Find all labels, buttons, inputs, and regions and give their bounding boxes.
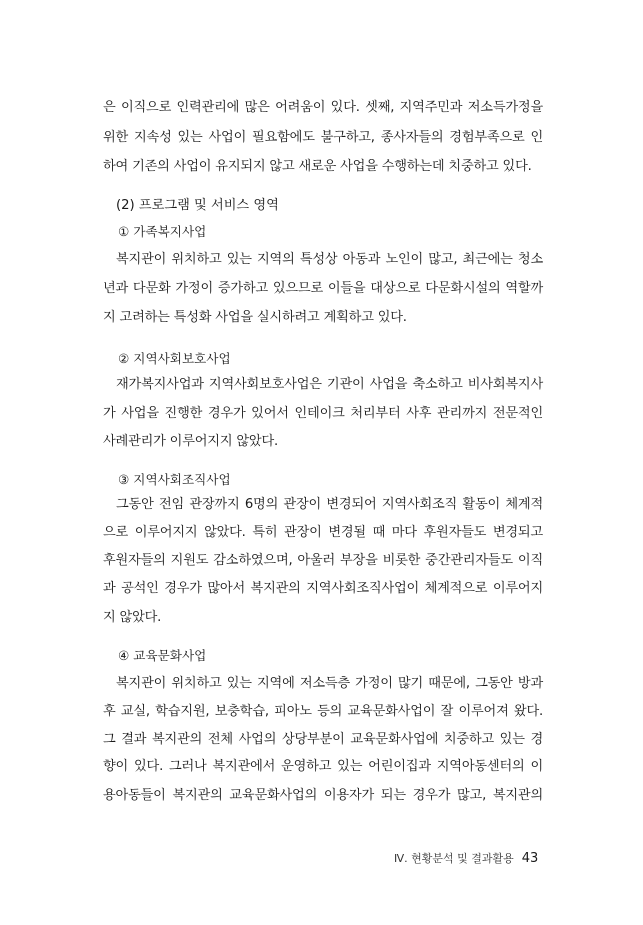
paragraph-line: 과 공석인 경우가 많아서 복지관의 지역사회조직사업이 체계적으로 이루어지 bbox=[103, 581, 543, 596]
running-title: Ⅳ. 현황분석 및 결과활용 bbox=[394, 852, 514, 865]
paragraph-line: 위한 지속성 있는 사업이 필요함에도 불구하고, 종사자들의 경험부족으로 인 bbox=[103, 130, 543, 145]
paragraph-line: 향이 있다. 그러나 복지관에서 운영하고 있는 어린이집과 지역아동센터의 이 bbox=[103, 759, 543, 774]
paragraph-line: 그 결과 복지관의 전체 사업의 상당부분이 교육문화사업에 치중하고 있는 경 bbox=[103, 732, 543, 747]
paragraph-line: 하여 기존의 사업이 유지되지 않고 새로운 사업을 수행하는데 치중하고 있다. bbox=[103, 159, 532, 174]
paragraph-line: 그동안 전임 관장까지 6명의 관장이 변경되어 지역사회조직 활동이 체계적 bbox=[116, 497, 543, 512]
subsection-title: ② 지역사회보호사업 bbox=[118, 351, 231, 366]
paragraph-line: 후원자들의 지원도 감소하였으며, 아울러 부장을 비롯한 중간관리자들도 이직 bbox=[103, 553, 543, 568]
subsection-title: ④ 교육문화사업 bbox=[118, 648, 207, 663]
paragraph-line: 복지관이 위치하고 있는 지역에 저소득층 가정이 많기 때문에, 그동안 방과 bbox=[116, 676, 543, 691]
paragraph-line: 지 고려하는 특성화 사업을 실시하려고 계획하고 있다. bbox=[103, 310, 407, 325]
paragraph-line: 으로 이루어지지 않았다. 특히 관장이 변경될 때 마다 후원자들도 변경되고 bbox=[103, 525, 543, 540]
paragraph-line: 년과 다문화 가정이 증가하고 있으므로 이들을 대상으로 다문화시설의 역할까 bbox=[103, 281, 543, 296]
paragraph-line: 재가복지사업과 지역사회보호사업은 기관이 사업을 축소하고 비사회복지사 bbox=[116, 377, 543, 392]
subsection-title: ① 가족복지사업 bbox=[118, 224, 207, 239]
page-footer bbox=[394, 851, 538, 867]
paragraph-line: 사례관리가 이루어지지 않았다. bbox=[103, 434, 278, 449]
subsection-title: ③ 지역사회조직사업 bbox=[118, 472, 231, 487]
page-number: 43 bbox=[521, 851, 539, 866]
paragraph-line: 복지관이 위치하고 있는 지역의 특성상 아동과 노인이 많고, 최근에는 청소 bbox=[116, 252, 543, 267]
paragraph-line: 용아동들이 복지관의 교육문화사업의 이용자가 되는 경우가 많고, 복지관의 bbox=[103, 788, 543, 803]
paragraph-line: 지 않았다. bbox=[103, 610, 162, 625]
paragraph-line: 가 사업을 진행한 경우가 있어서 인테이크 처리부터 사후 관리까지 전문적인 bbox=[103, 406, 543, 421]
section-heading: (2) 프로그램 및 서비스 영역 bbox=[116, 198, 279, 213]
paragraph-line: 은 이직으로 인력관리에 많은 어려움이 있다. 셋째, 지역주민과 저소득가정을 bbox=[103, 100, 543, 115]
paragraph-line: 후 교실, 학습지원, 보충학습, 피아노 등의 교육문화사업이 잘 이루어져 왔다. bbox=[103, 704, 543, 719]
